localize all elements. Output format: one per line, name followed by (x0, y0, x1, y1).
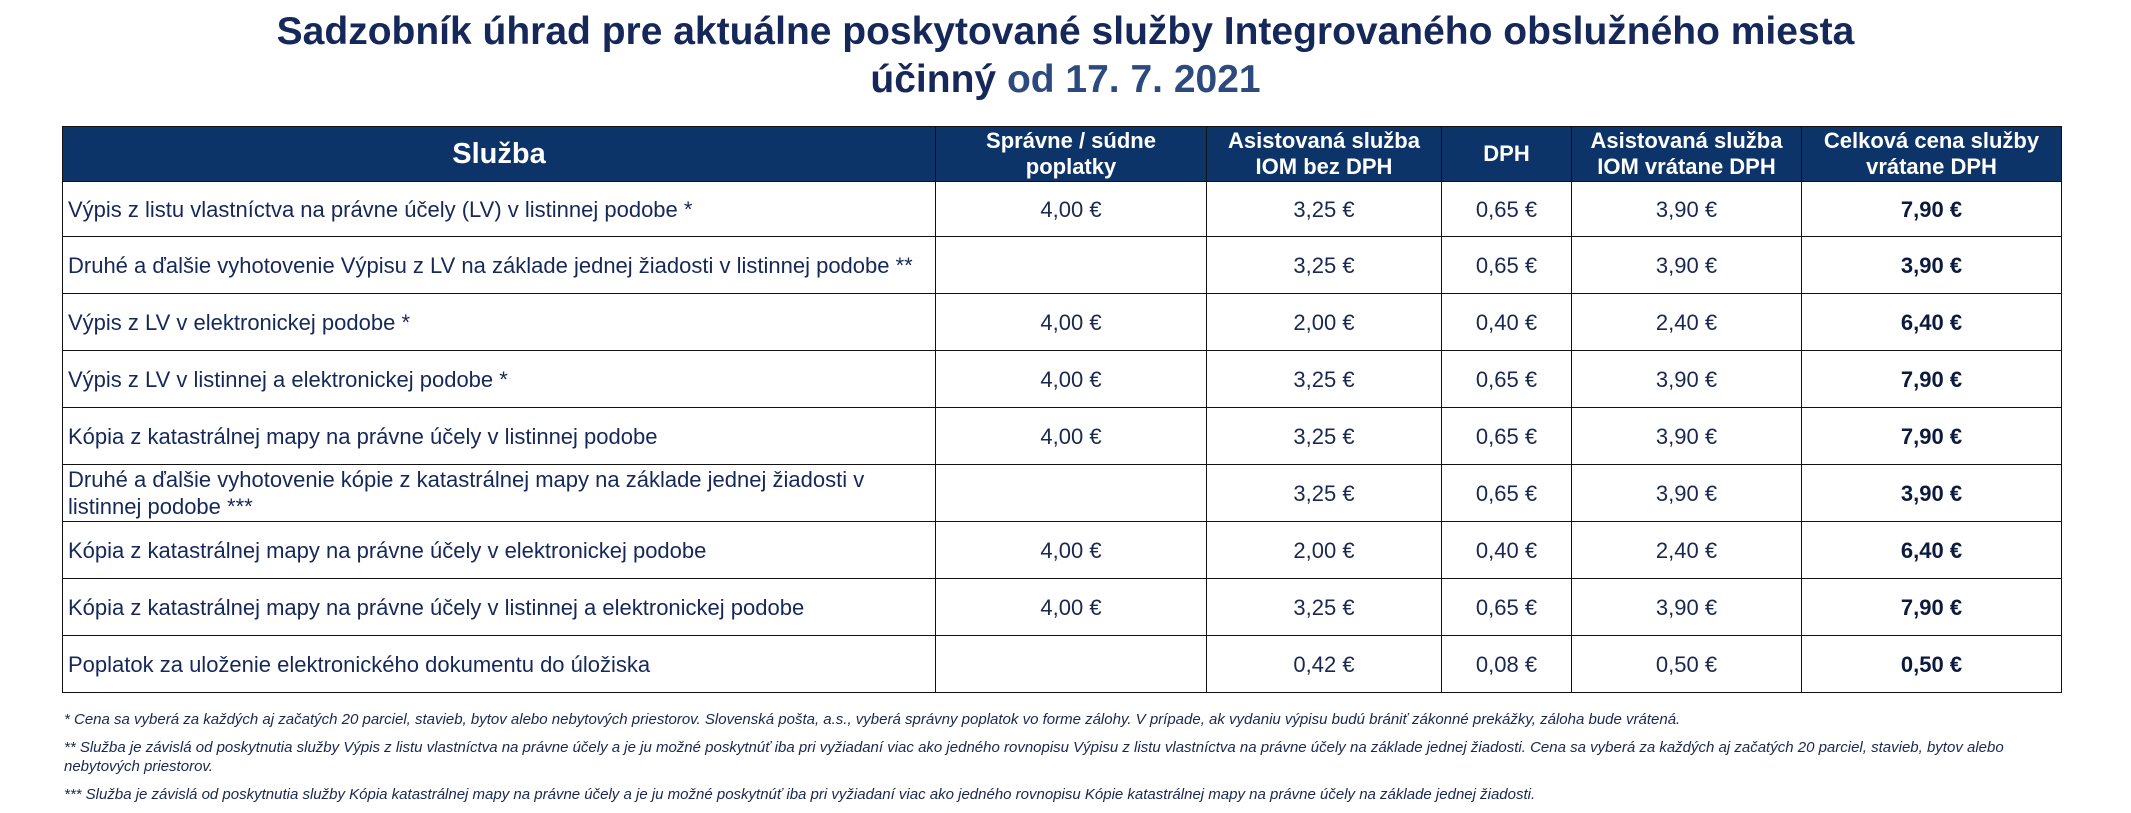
cell-vat: 0,65 € (1442, 408, 1572, 465)
cell-service: Druhé a ďalšie vyhotovenie kópie z katastrálnej mapy na základe jednej žiadosti v listinnej podobe *** (63, 465, 936, 522)
cell-vat: 0,65 € (1442, 237, 1572, 294)
cell-fees: 4,00 € (936, 522, 1207, 579)
table-row (63, 294, 2062, 351)
cell-service: Výpis z listu vlastníctva na právne účely (LV) v listinnej podobe * (63, 182, 936, 237)
cell-iom-gross: 2,40 € (1572, 294, 1802, 351)
table-row (63, 579, 2062, 636)
table-row (63, 182, 2062, 237)
cell-service: Výpis z LV v elektronickej podobe * (63, 294, 936, 351)
title-effective-date: od 17. 7. 2021 (1006, 58, 1261, 101)
cell-fees: 4,00 € (936, 579, 1207, 636)
cell-total: 6,40 € (1802, 522, 2062, 579)
cell-iom-gross: 3,90 € (1572, 351, 1802, 408)
cell-vat: 0,40 € (1442, 294, 1572, 351)
table-header-row (63, 127, 2062, 182)
cell-iom-net: 3,25 € (1207, 237, 1442, 294)
cell-fees: 4,00 € (936, 351, 1207, 408)
title-effective-label: účinný (870, 58, 997, 101)
header-iom-net: Asistovaná služba IOM bez DPH (1207, 127, 1442, 182)
cell-fees (936, 465, 1207, 522)
title-line-1: Sadzobník úhrad pre aktuálne poskytované služby Integrovaného obslužného miesta (276, 10, 1855, 53)
cell-total: 7,90 € (1802, 408, 2062, 465)
cell-fees: 4,00 € (936, 408, 1207, 465)
header-vat: DPH (1442, 127, 1572, 182)
cell-service: Výpis z LV v listinnej a elektronickej podobe * (63, 351, 936, 408)
cell-vat: 0,65 € (1442, 579, 1572, 636)
cell-total: 0,50 € (1802, 636, 2062, 693)
cell-iom-net: 3,25 € (1207, 579, 1442, 636)
cell-total: 7,90 € (1802, 579, 2062, 636)
footnotes (64, 710, 2064, 813)
cell-vat: 0,40 € (1442, 522, 1572, 579)
price-table (62, 126, 2062, 693)
footnote-1: * Cena sa vyberá za každých aj začatých 20 parciel, stavieb, bytov alebo nebytových priestorov. Slovenská pošta, a.s., vyberá správny poplatok vo forme zálohy. V prípade, ak vydaniu výpisu budú brániť zákonné prekážky, záloha bude vrátená. (64, 711, 1681, 728)
cell-iom-net: 3,25 € (1207, 408, 1442, 465)
table-row (63, 636, 2062, 693)
cell-iom-net: 2,00 € (1207, 294, 1442, 351)
table-row (63, 237, 2062, 294)
footnote-3: *** Služba je závislá od poskytnutia služby Kópia katastrálnej mapy na právne účely a je ju možné poskytnúť iba pri vyžiadaní viac ako jedného rovnopisu Kópie katastrálnej mapy na právne účely na základe jednej žiadosti. (64, 786, 1536, 803)
cell-iom-gross: 3,90 € (1572, 408, 1802, 465)
cell-total: 3,90 € (1802, 237, 2062, 294)
cell-total: 7,90 € (1802, 351, 2062, 408)
page-title (0, 8, 2131, 104)
header-iom-gross: Asistovaná služba IOM vrátane DPH (1572, 127, 1802, 182)
cell-iom-gross: 3,90 € (1572, 237, 1802, 294)
cell-fees: 4,00 € (936, 294, 1207, 351)
cell-iom-net: 0,42 € (1207, 636, 1442, 693)
cell-iom-gross: 3,90 € (1572, 579, 1802, 636)
cell-fees (936, 636, 1207, 693)
header-service: Služba (63, 127, 936, 182)
footnote-2: ** Služba je závislá od poskytnutia služby Výpis z listu vlastníctva na právne účely a je ju možné poskytnúť iba pri vyžiadaní viac ako jedného rovnopisu Výpisu z listu vlastníctva na právne účely na základe jednej žiadosti. Cena sa vyberá za každých aj začatých 20 parciel, stavieb, bytov alebo nebytových priestorov. (64, 739, 2004, 775)
cell-iom-gross: 2,40 € (1572, 522, 1802, 579)
table-row (63, 465, 2062, 522)
cell-total: 6,40 € (1802, 294, 2062, 351)
cell-iom-gross: 0,50 € (1572, 636, 1802, 693)
cell-service: Kópia z katastrálnej mapy na právne účely v listinnej a elektronickej podobe (63, 579, 936, 636)
table-row (63, 522, 2062, 579)
cell-iom-gross: 3,90 € (1572, 182, 1802, 237)
cell-iom-net: 3,25 € (1207, 351, 1442, 408)
cell-iom-net: 3,25 € (1207, 182, 1442, 237)
table-row (63, 351, 2062, 408)
cell-iom-gross: 3,90 € (1572, 465, 1802, 522)
cell-total: 7,90 € (1802, 182, 2062, 237)
cell-iom-net: 3,25 € (1207, 465, 1442, 522)
header-fees: Správne / súdne poplatky (936, 127, 1207, 182)
cell-vat: 0,08 € (1442, 636, 1572, 693)
header-total: Celková cena služby vrátane DPH (1802, 127, 2062, 182)
cell-iom-net: 2,00 € (1207, 522, 1442, 579)
cell-vat: 0,65 € (1442, 351, 1572, 408)
cell-fees (936, 237, 1207, 294)
title-line-2 (0, 56, 2131, 104)
cell-fees: 4,00 € (936, 182, 1207, 237)
table-row (63, 408, 2062, 465)
cell-service: Kópia z katastrálnej mapy na právne účely v listinnej podobe (63, 408, 936, 465)
cell-total: 3,90 € (1802, 465, 2062, 522)
cell-service: Kópia z katastrálnej mapy na právne účely v elektronickej podobe (63, 522, 936, 579)
cell-service: Poplatok za uloženie elektronického dokumentu do úložiska (63, 636, 936, 693)
cell-vat: 0,65 € (1442, 182, 1572, 237)
cell-service: Druhé a ďalšie vyhotovenie Výpisu z LV na základe jednej žiadosti v listinnej podobe ** (63, 237, 936, 294)
cell-vat: 0,65 € (1442, 465, 1572, 522)
